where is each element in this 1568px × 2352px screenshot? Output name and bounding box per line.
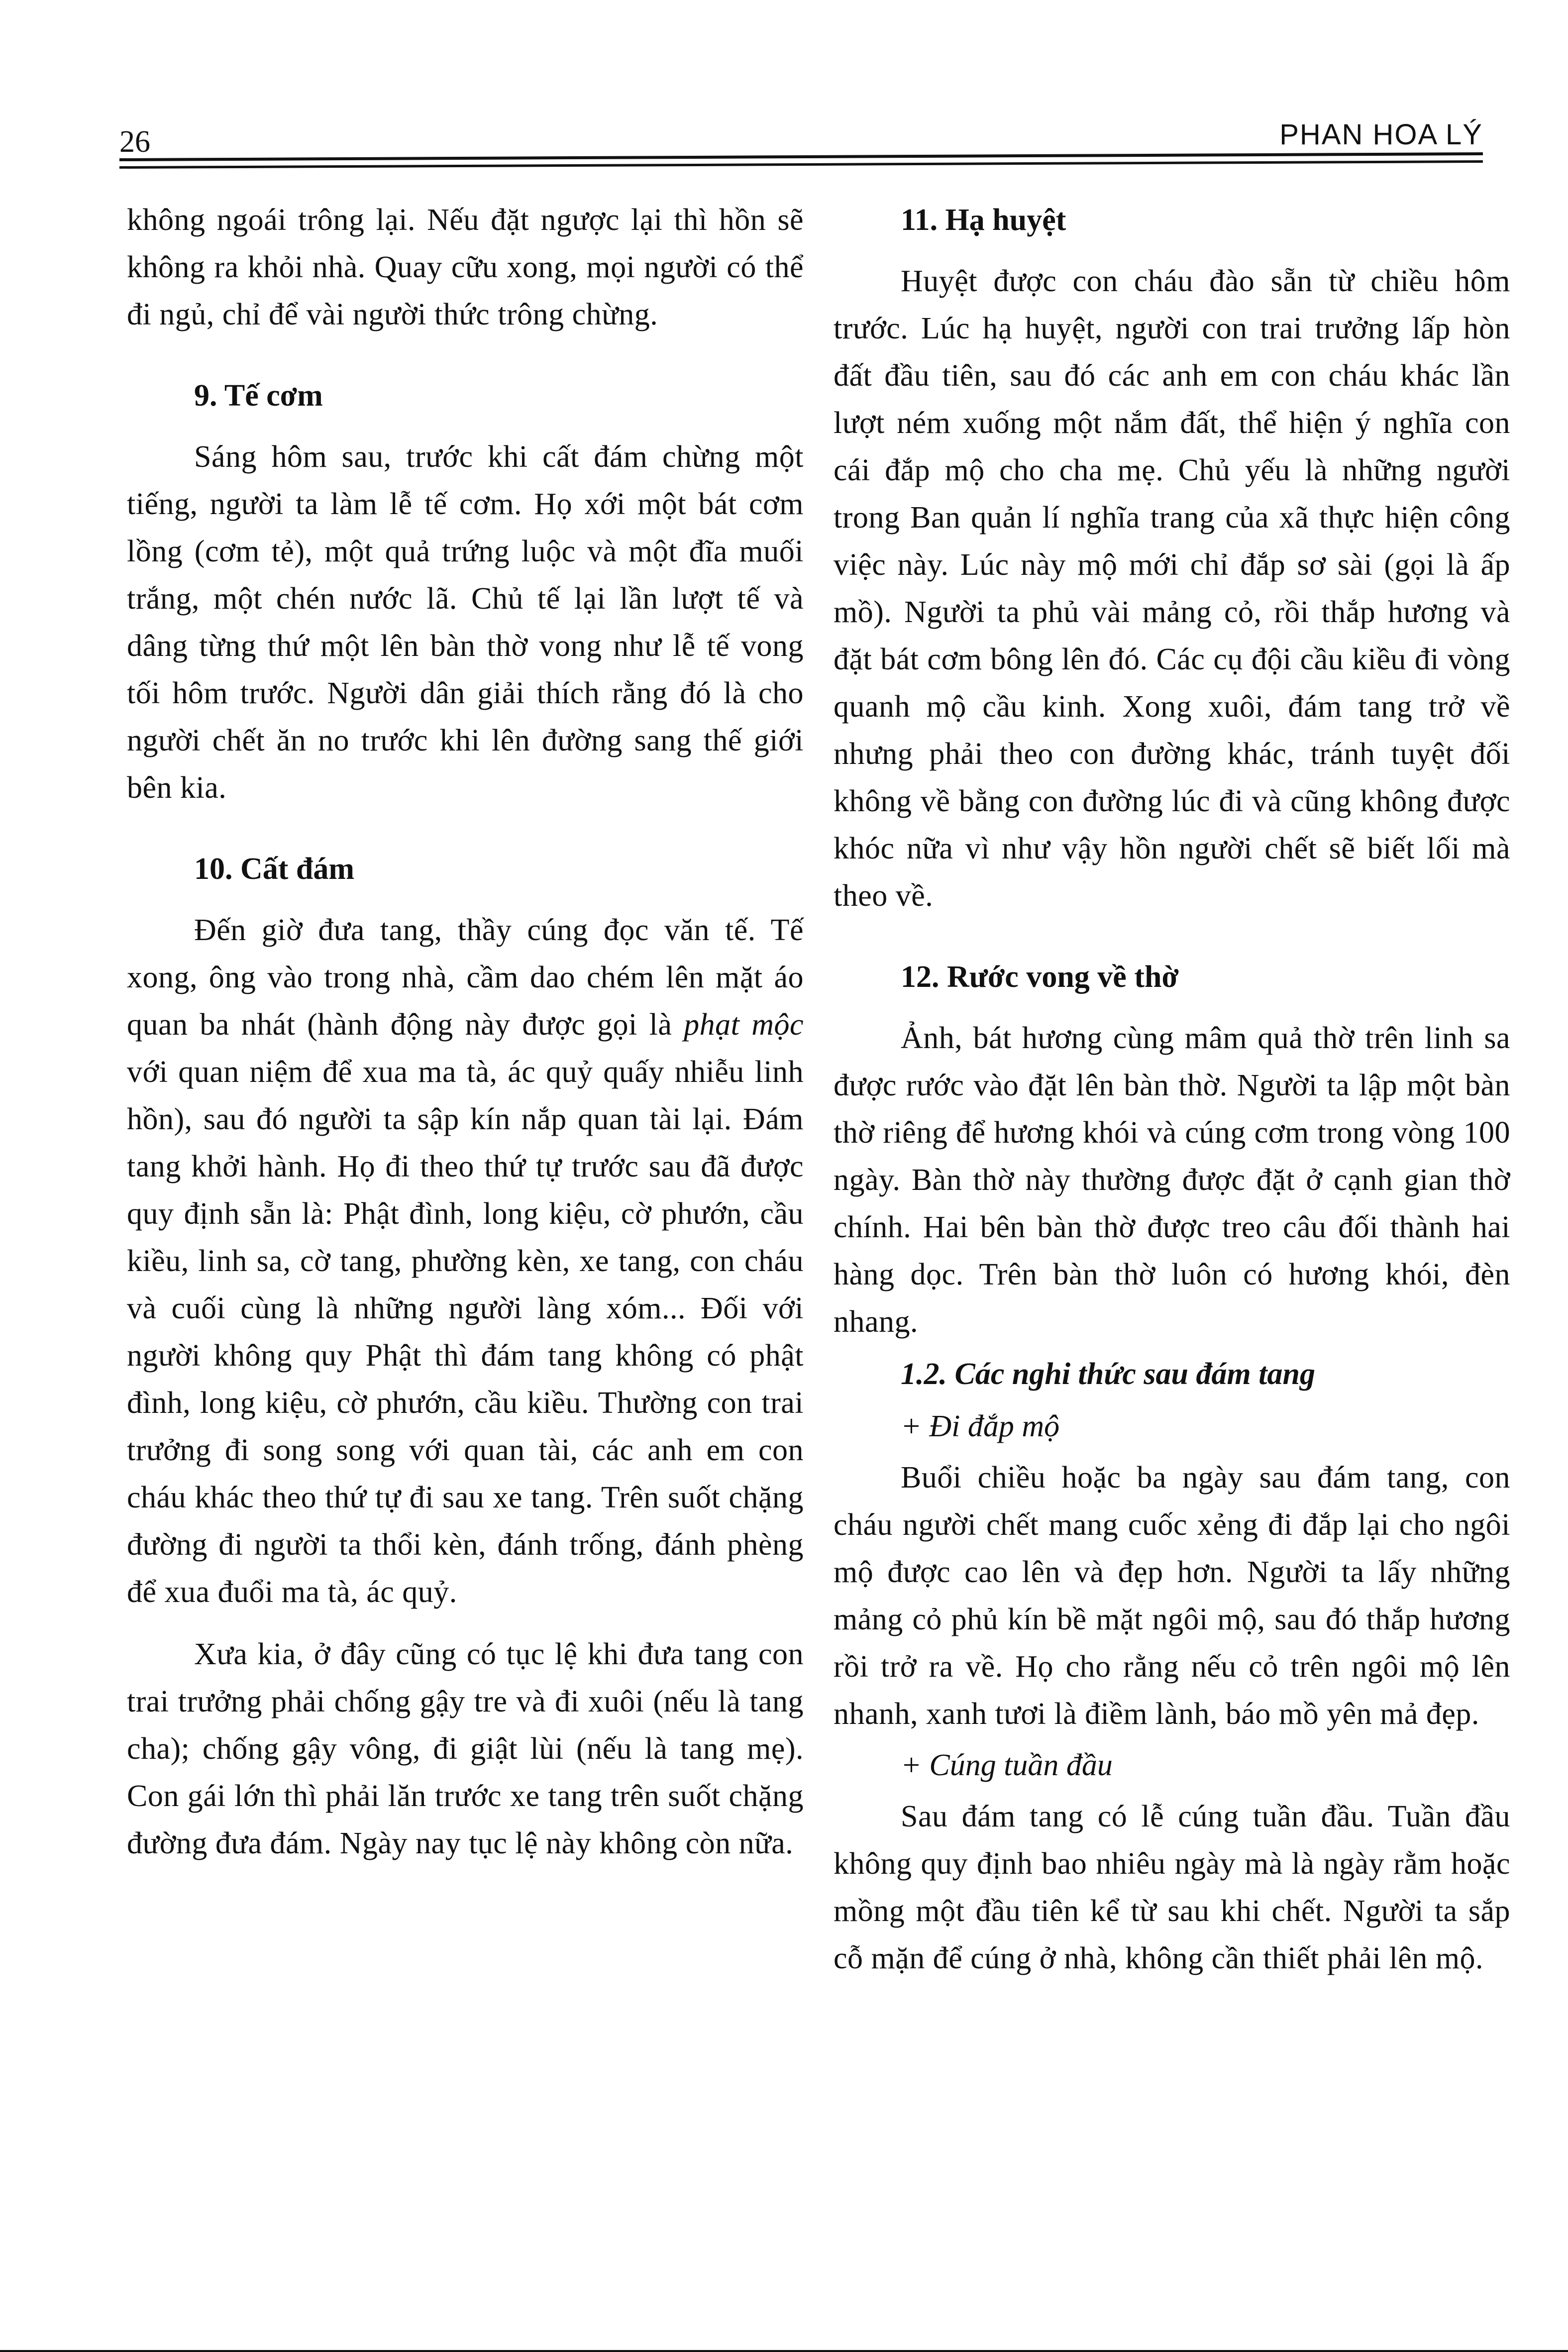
paragraph-xua-kia: Xưa kia, ở đây cũng có tục lệ khi đưa tang con trai trưởng phải chống gậy tre và đi xuôi (nếu là tang cha); chống gậy vông, đi giật lùi (nếu là tang mẹ). Con gái lớn thì phải lăn trước xe tang trên suốt chặng đường đưa đám. Ngày nay tục lệ này không còn nữa. bbox=[127, 1637, 804, 1860]
paragraph-continuation: không ngoái trông lại. Nếu đặt ngược lại thì hồn sẽ không ra khỏi nhà. Quay cữu xong, mọi người có thể đi ngủ, chỉ để vài người thức trông chừng. bbox=[127, 203, 804, 331]
paragraph-di-dap-mo: Buổi chiều hoặc ba ngày sau đám tang, con cháu người chết mang cuốc xẻng đi đắp lại cho ngôi mộ được cao lên và đẹp hơn. Người ta lấy những mảng cỏ phủ kín bề mặt ngôi mộ, sau đó thắp hương rồi trở ra về. Họ cho rằng nếu cỏ trên ngôi mộ lên nhanh, xanh tươi là điềm lành, báo mồ yên mả đẹp. bbox=[834, 1461, 1510, 1731]
page-number: 26 bbox=[119, 125, 150, 159]
section-heading-9: 9. Tế cơm bbox=[194, 379, 323, 413]
left-column bbox=[127, 197, 804, 1867]
section-heading-1-2: 1.2. Các nghi thức sau đám tang bbox=[901, 1357, 1315, 1391]
page-bottom-edge bbox=[0, 2350, 1568, 2352]
paragraph-ha-huyet: Huyệt được con cháu đào sẵn từ chiều hôm trước. Lúc hạ huyệt, người con trai trưởng lấp hòn đất đầu tiên, sau đó các anh em con cháu khác lần lượt ném xuống một nắm đất, thể hiện ý nghĩa con cái đắp mộ cho cha mẹ. Chủ yếu là những người trong Ban quản lí nghĩa trang của xã thực hiện công việc này. Lúc này mộ mới chỉ đắp sơ sài (gọi là ấp mồ). Người ta phủ vài mảng cỏ, rồi thắp hương và đặt bát cơm bông lên đó. Các cụ đội cầu kiều đi vòng quanh mộ cầu kinh. Xong xuôi, đám tang trở về nhưng phải theo con đường khác, tránh tuyệt đối không về bằng con đường lúc đi và cũng không được khóc nữa vì như vậy hồn người chết sẽ biết lối mà theo về. bbox=[834, 264, 1510, 913]
running-head-author: PHAN HOA LÝ bbox=[1279, 118, 1483, 151]
right-column bbox=[834, 197, 1510, 1982]
subheading-cung-tuan-dau: + Cúng tuần đầu bbox=[901, 1748, 1113, 1782]
subheading-di-dap-mo: + Đi đắp mộ bbox=[901, 1409, 1060, 1443]
paragraph-te-com: Sáng hôm sau, trước khi cất đám chừng một tiếng, người ta làm lễ tế cơm. Họ xới một bát cơm lồng (cơm tẻ), một quả trứng luộc và một đĩa muối trắng, một chén nước lã. Chủ tế lại lần lượt tế và dâng từng thứ một lên bàn thờ vong như lễ tế vong tối hôm trước. Người dân giải thích rằng đó là cho người chết ăn no trước khi lên đường sang thế giới bên kia. bbox=[127, 440, 804, 805]
section-heading-10: 10. Cất đám bbox=[194, 852, 355, 886]
paragraph-cung-tuan-dau: Sau đám tang có lễ cúng tuần đầu. Tuần đầu không quy định bao nhiêu ngày mà là ngày rằm hoặc mồng một đầu tiên kể từ sau khi chết. Người ta sắp cỗ mặn để cúng ở nhà, không cần thiết phải lên mộ. bbox=[834, 1800, 1510, 1975]
section-heading-12: 12. Rước vong về thờ bbox=[901, 960, 1179, 994]
paragraph-cat-dam: Đến giờ đưa tang, thầy cúng đọc văn tế. Tế xong, ông vào trong nhà, cầm dao chém lên mặt áo quan ba nhát (hành động này được gọi là phạt mộc với quan niệm để xua ma tà, ác quỷ quấy nhiễu linh hồn), sau đó người ta sập kín nắp quan tài lại. Đám tang khởi hành. Họ đi theo thứ tự trước sau đã được quy định sẵn là: Phật đình, long kiệu, cờ phướn, cầu kiều, linh sa, cờ tang, phường kèn, xe tang, con cháu và cuối cùng là những người làng xóm... Đối với người không quy Phật thì đám tang không có phật đình, long kiệu, cờ phướn, cầu kiều. Thường con trai trưởng đi song song với quan tài, các anh em con cháu khác theo thứ tự đi sau xe tang. Trên suốt chặng đường đi người ta thổi kèn, đánh trống, đánh phèng để xua đuổi ma tà, ác quỷ. bbox=[127, 913, 804, 1609]
paragraph-ruoc-vong: Ảnh, bát hương cùng mâm quả thờ trên linh sa được rước vào đặt lên bàn thờ. Người ta lập một bàn thờ riêng để hương khói và cúng cơm trong vòng 100 ngày. Bàn thờ này thường được đặt ở cạnh gian thờ chính. Hai bên bàn thờ được treo câu đối thành hai hàng dọc. Trên bàn thờ luôn có hương khói, đèn nhang. bbox=[834, 1021, 1510, 1339]
term-phat-moc: phạt mộc bbox=[684, 1008, 804, 1042]
section-heading-11: 11. Hạ huyệt bbox=[901, 203, 1066, 237]
